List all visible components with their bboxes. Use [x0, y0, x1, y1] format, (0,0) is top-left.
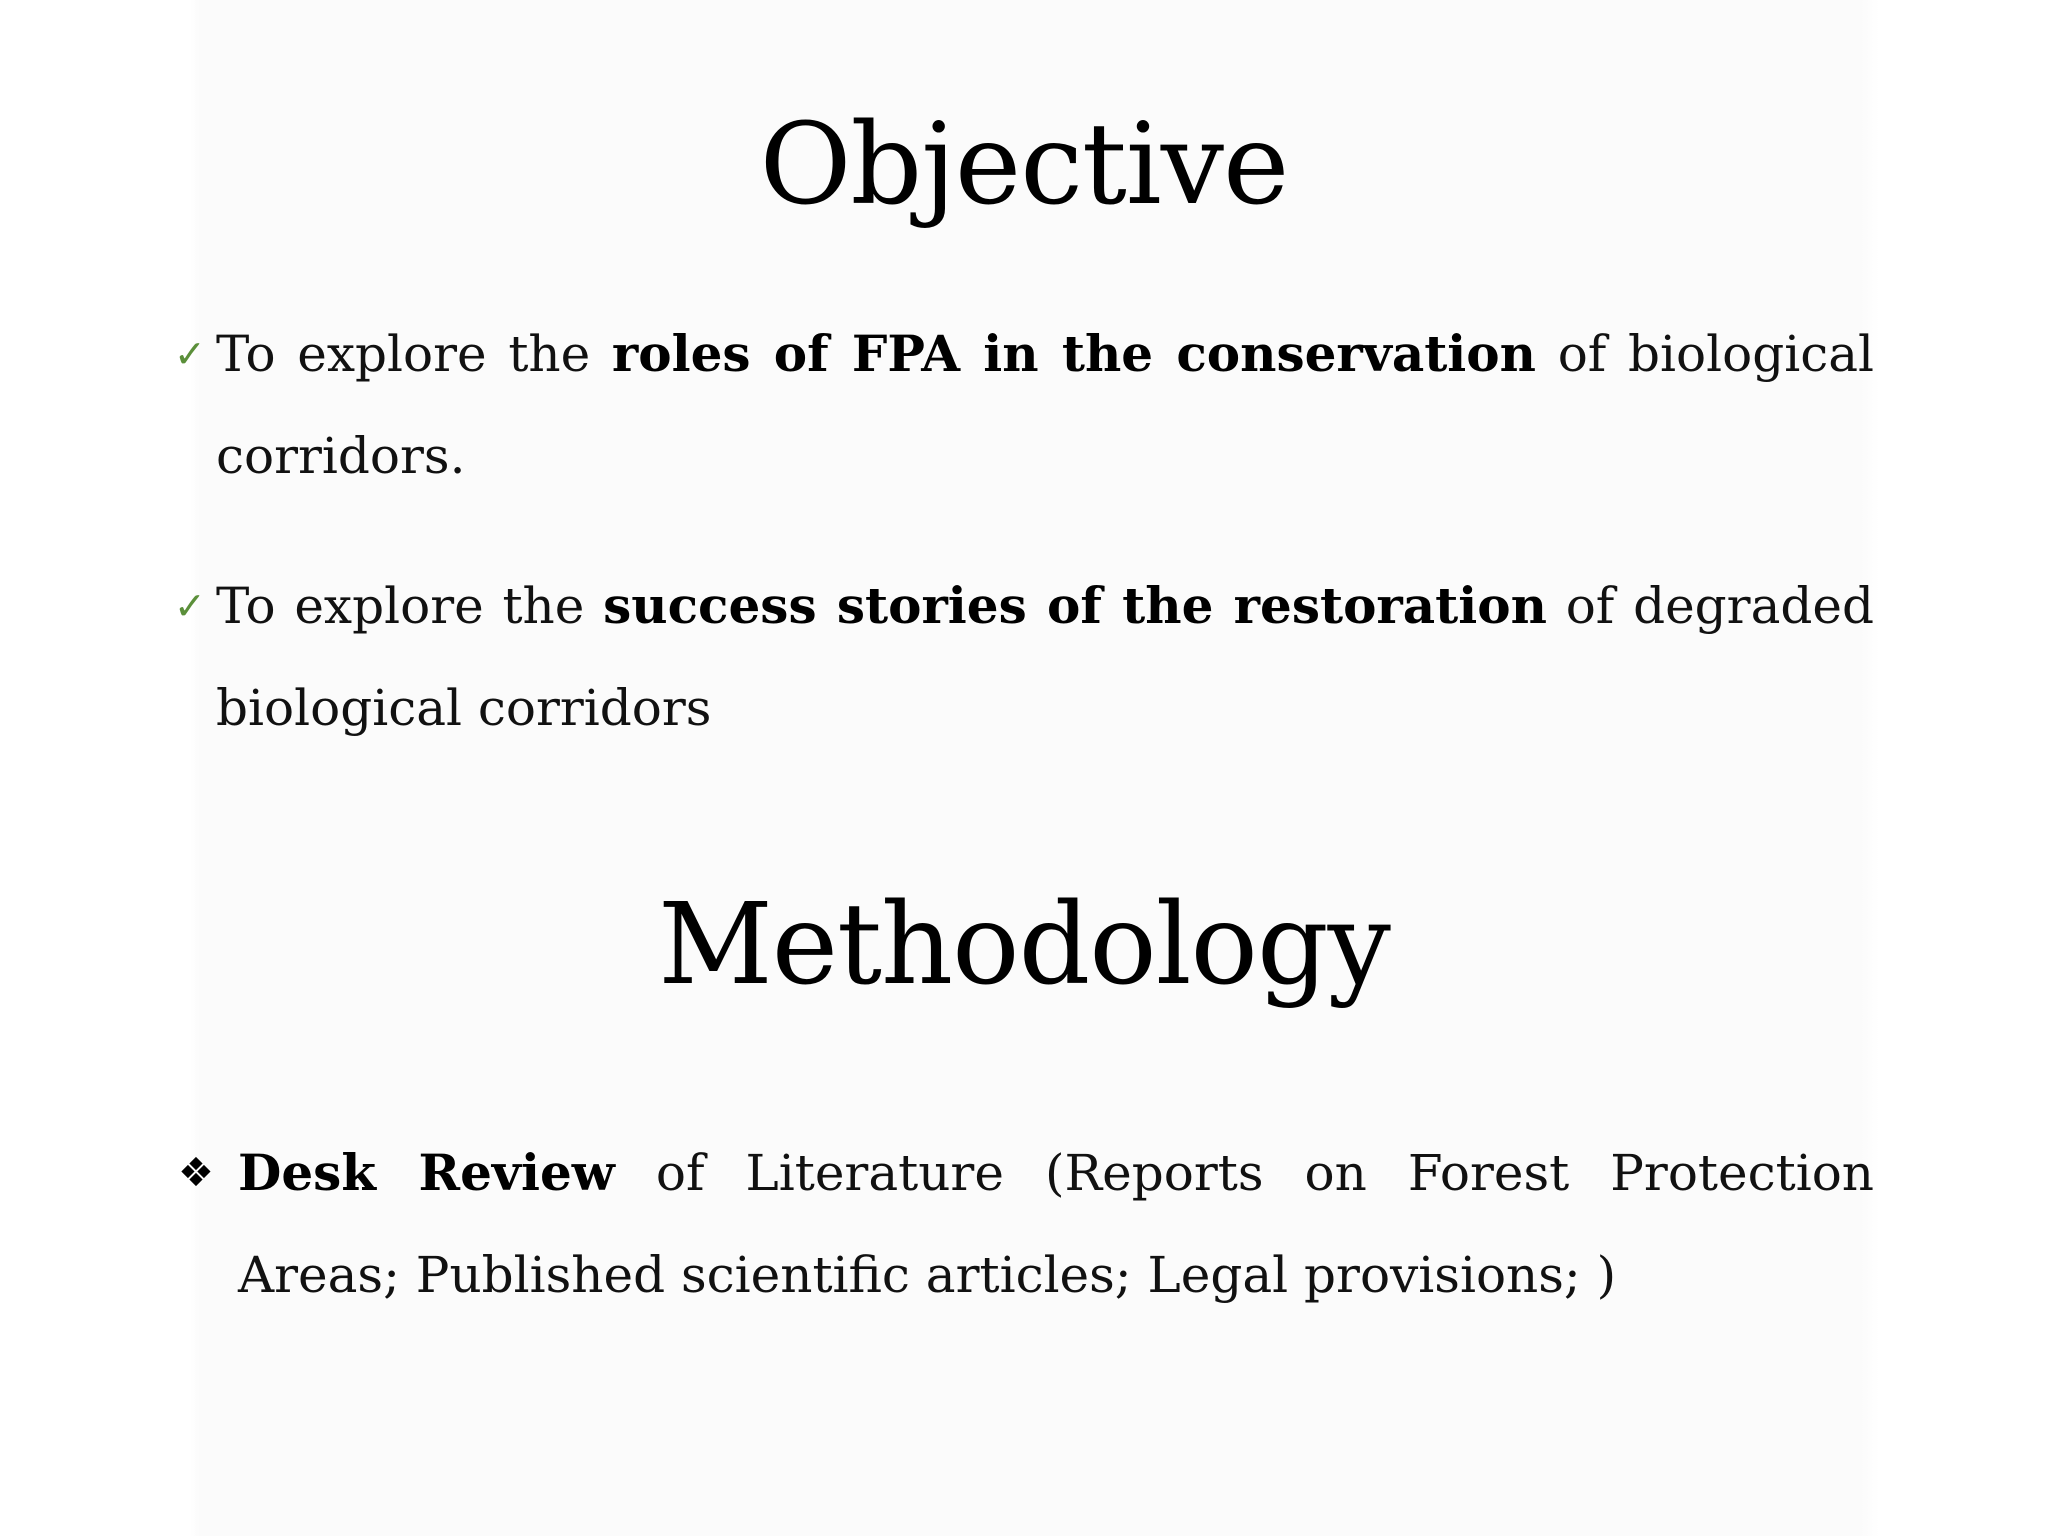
objective-item: [174, 303, 1875, 507]
objective-title: Objective: [759, 100, 1289, 230]
objective-text-bold: success stories of the restoration: [603, 576, 1547, 635]
methodology-text-suffix: of Literature (Reports on Forest Protection Areas; Published scientific articles; Legal provisions; ): [238, 1144, 1874, 1304]
methodology-text: [238, 1122, 1874, 1326]
objective-text: [216, 555, 1874, 759]
objective-text-suffix: of biological corridors.: [216, 325, 1875, 485]
objective-text: [216, 303, 1874, 507]
methodology-title: Methodology: [658, 880, 1390, 1010]
methodology-item: [178, 1122, 1874, 1326]
checkmark-icon: ✓: [174, 584, 206, 628]
objective-text-suffix: of degraded biological corridors: [216, 577, 1874, 737]
objective-text-prefix: To explore the: [216, 325, 612, 383]
checkmark-icon: ✓: [174, 332, 206, 376]
objective-text-prefix: To explore the: [216, 577, 604, 635]
objective-item: [174, 555, 1874, 759]
objective-text-bold: roles of FPA in the conservation: [611, 324, 1537, 383]
methodology-text-bold: Desk Review: [238, 1143, 615, 1202]
four-diamond-bullet-icon: ❖: [178, 1150, 214, 1196]
